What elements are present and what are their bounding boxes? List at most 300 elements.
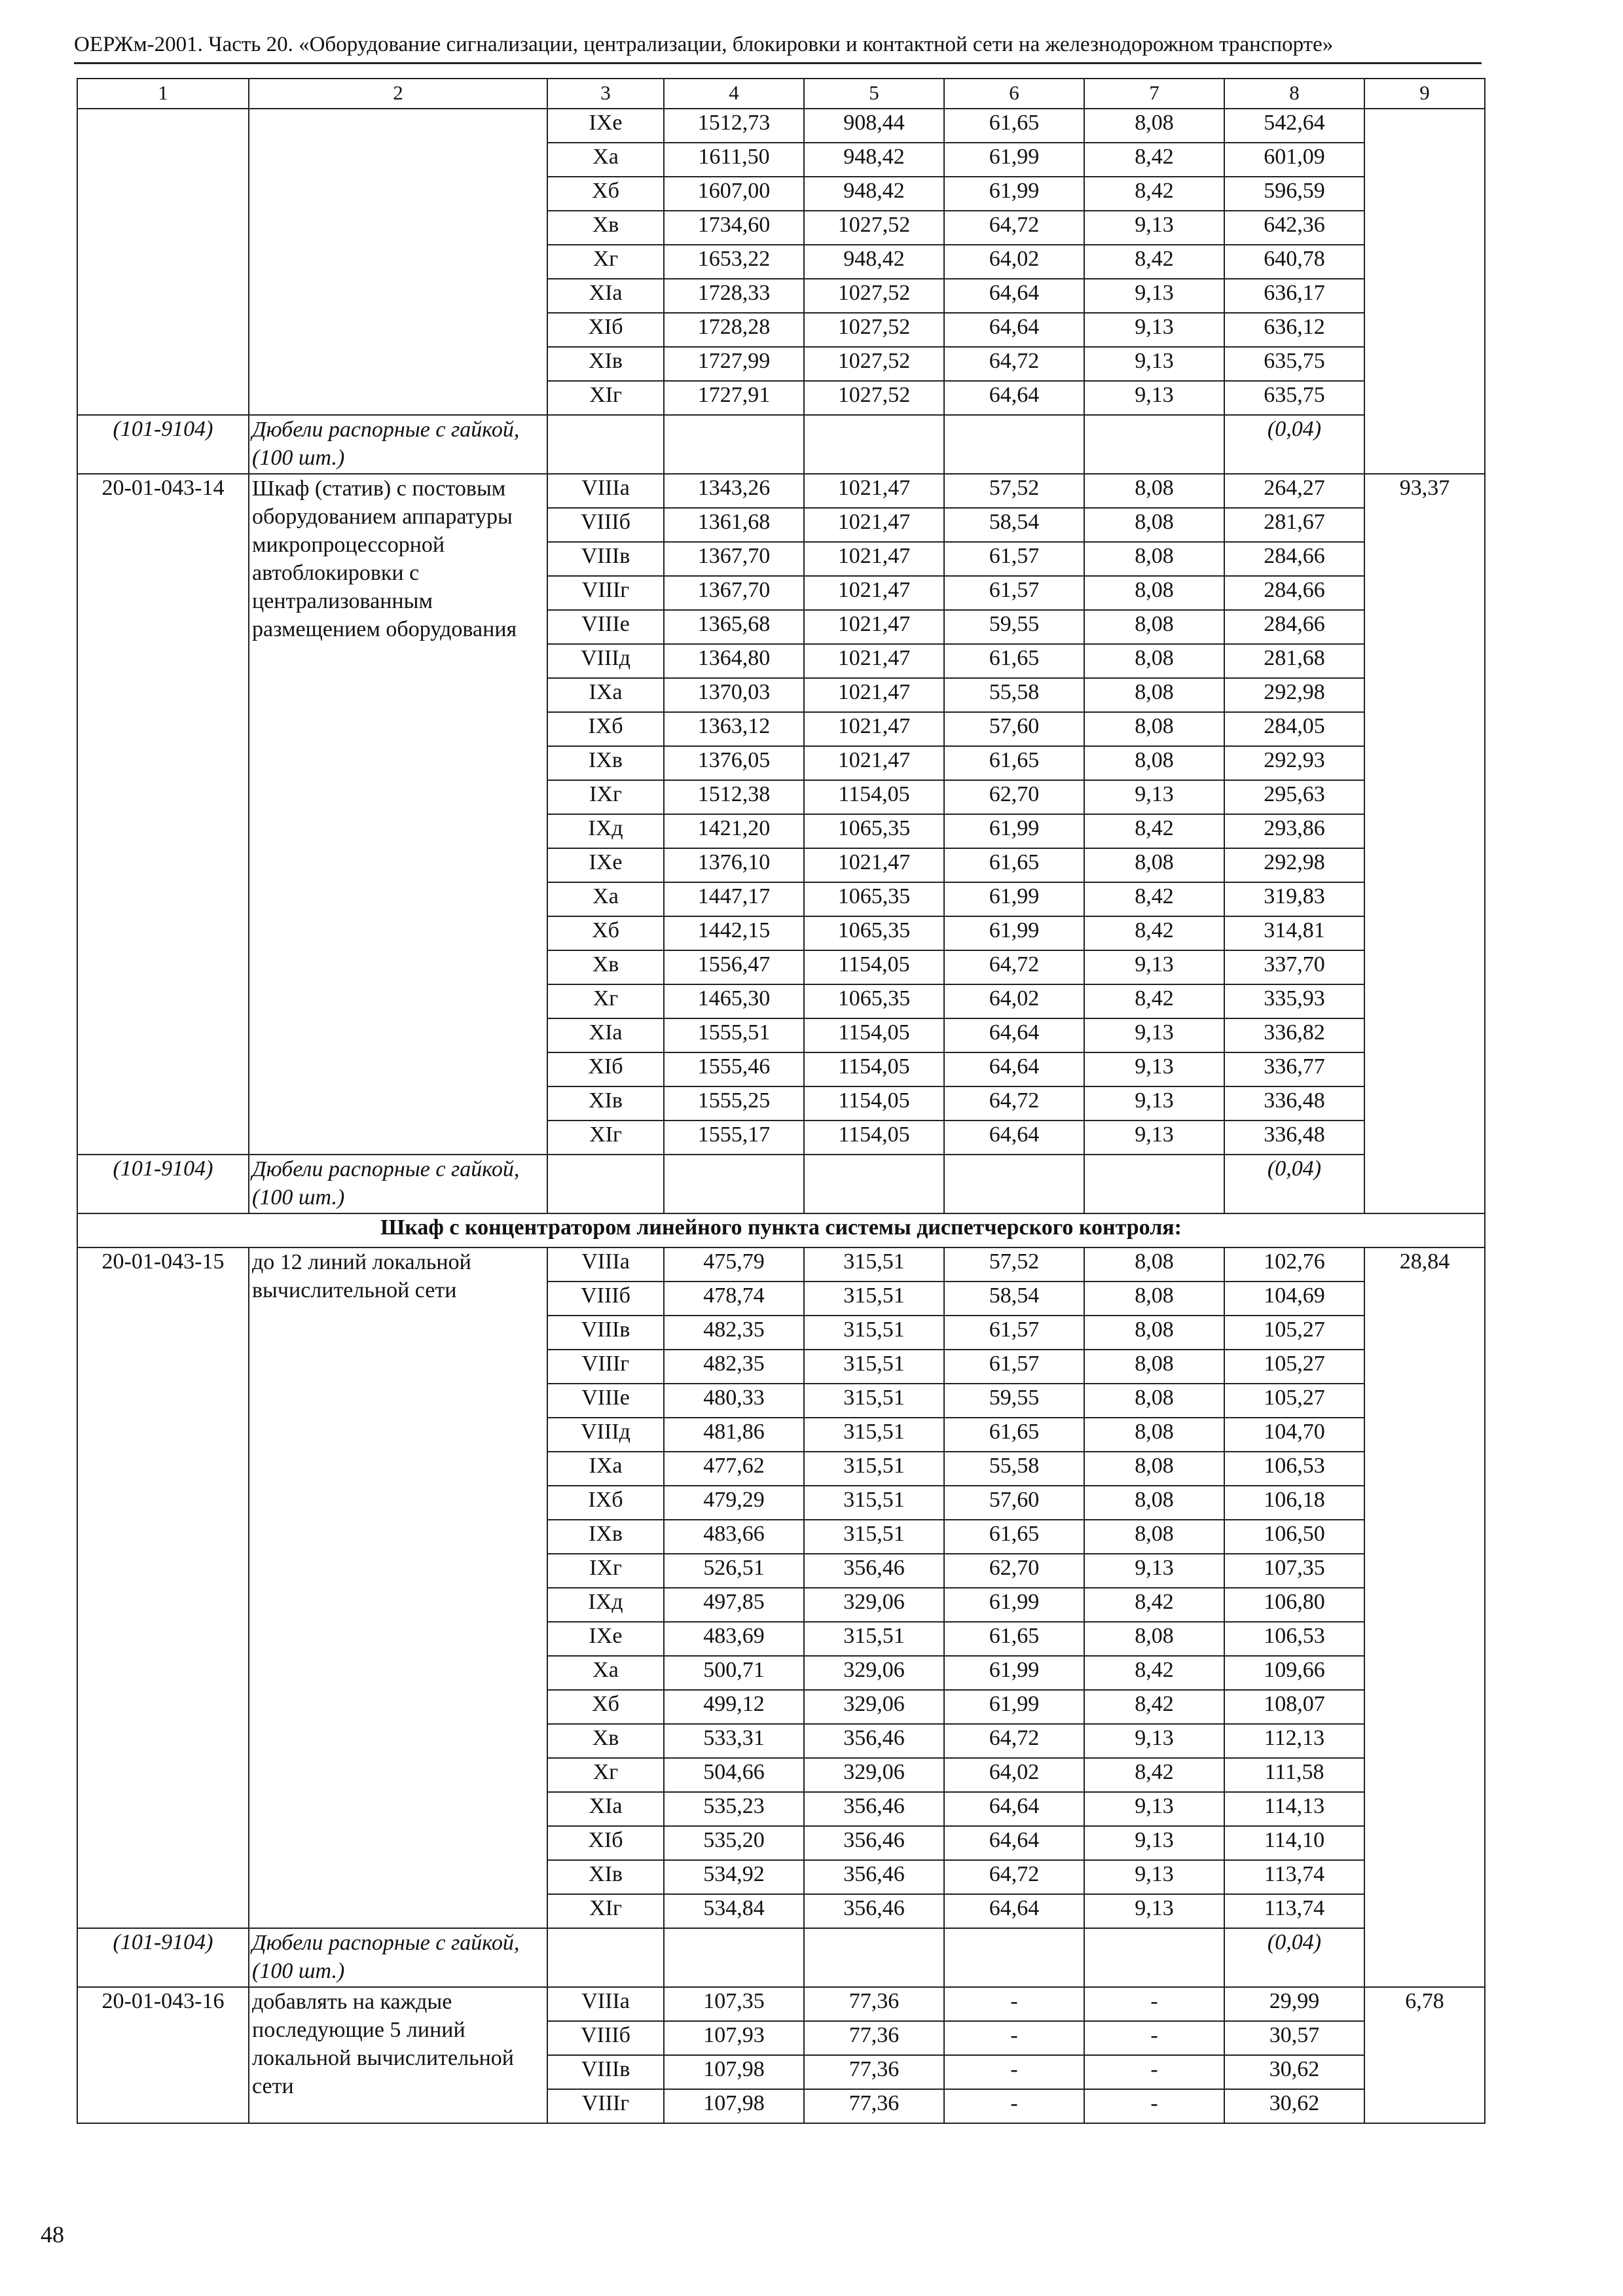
zone-code: VIIIв [547, 2055, 664, 2089]
value-cell: 483,69 [664, 1622, 804, 1656]
value-cell: 104,69 [1224, 1282, 1364, 1316]
value-cell: 1065,35 [804, 882, 944, 916]
value-cell: 64,72 [944, 347, 1084, 381]
zone-code: IXа [547, 1452, 664, 1486]
value-cell: 9,13 [1084, 1792, 1224, 1826]
value-cell: 61,65 [944, 644, 1084, 678]
value-cell: 61,65 [944, 848, 1084, 882]
value-cell: 104,70 [1224, 1418, 1364, 1452]
value-cell: 329,06 [804, 1758, 944, 1792]
value-cell: - [1084, 2089, 1224, 2123]
value-cell: 105,27 [1224, 1350, 1364, 1384]
zone-code: VIIIг [547, 576, 664, 610]
material-row [77, 1928, 1485, 1987]
value-cell: 1367,70 [664, 576, 804, 610]
value-cell: 284,66 [1224, 542, 1364, 576]
zone-code: VIIIд [547, 644, 664, 678]
value-cell: 314,81 [1224, 916, 1364, 950]
value-cell: 64,64 [944, 313, 1084, 347]
value-cell: 106,80 [1224, 1588, 1364, 1622]
value-cell: 77,36 [804, 2055, 944, 2089]
zone-code: IXа [547, 678, 664, 712]
value-cell: 8,08 [1084, 1350, 1224, 1384]
value-cell: 8,08 [1084, 542, 1224, 576]
value-cell: 1021,47 [804, 848, 944, 882]
value-cell: 642,36 [1224, 211, 1364, 245]
value-cell: 59,55 [944, 610, 1084, 644]
zone-code: IXв [547, 746, 664, 780]
rate-description: Шкаф (статив) с постовым оборудованием аппаратуры микропроцессорной автоблокировки с централизованным размещением оборудования [249, 474, 547, 1155]
zone-code: VIIIг [547, 2089, 664, 2123]
value-cell: 1607,00 [664, 177, 804, 211]
value-cell: 55,58 [944, 678, 1084, 712]
value-cell: 9,13 [1084, 1018, 1224, 1052]
material-value: (0,04) [1224, 415, 1364, 474]
zone-code: IXд [547, 1588, 664, 1622]
page-number: 48 [41, 2221, 64, 2248]
value-cell: 636,12 [1224, 313, 1364, 347]
value-cell: 315,51 [804, 1247, 944, 1282]
material-value: (0,04) [1224, 1155, 1364, 1213]
value-cell: 1365,68 [664, 610, 804, 644]
zone-code: Xб [547, 177, 664, 211]
empty-cell [664, 415, 804, 474]
value-cell: 8,08 [1084, 678, 1224, 712]
material-name: Дюбели распорные с гайкой, (100 шт.) [249, 1928, 547, 1987]
value-cell: 1442,15 [664, 916, 804, 950]
zone-code: XIв [547, 1860, 664, 1894]
value-cell: 1734,60 [664, 211, 804, 245]
value-cell: 64,64 [944, 1792, 1084, 1826]
value-cell: 483,66 [664, 1520, 804, 1554]
value-cell: 1727,99 [664, 347, 804, 381]
value-cell: 1727,91 [664, 381, 804, 415]
value-cell: 105,27 [1224, 1384, 1364, 1418]
value-cell: 1027,52 [804, 347, 944, 381]
value-cell: 8,08 [1084, 1316, 1224, 1350]
zone-code: VIIIг [547, 1350, 664, 1384]
value-cell: 315,51 [804, 1622, 944, 1656]
empty-cell [944, 1928, 1084, 1987]
zone-code: Xг [547, 1758, 664, 1792]
column-number: 9 [1364, 79, 1485, 109]
value-cell: - [1084, 2055, 1224, 2089]
value-cell: 1555,46 [664, 1052, 804, 1086]
value-cell: 1154,05 [804, 1121, 944, 1155]
zone-code: VIIIб [547, 2021, 664, 2055]
value-cell: 315,51 [804, 1520, 944, 1554]
value-cell: 356,46 [804, 1826, 944, 1860]
value-cell: 292,93 [1224, 746, 1364, 780]
value-cell: 1611,50 [664, 143, 804, 177]
value-cell: 335,93 [1224, 984, 1364, 1018]
value-cell: 1370,03 [664, 678, 804, 712]
value-cell: 284,66 [1224, 576, 1364, 610]
value-cell: 9,13 [1084, 1826, 1224, 1860]
value-cell: 1555,17 [664, 1121, 804, 1155]
value-cell: 107,98 [664, 2089, 804, 2123]
value-cell: 908,44 [804, 109, 944, 143]
value-cell: 8,08 [1084, 1247, 1224, 1282]
value-cell: 64,64 [944, 381, 1084, 415]
value-cell: 315,51 [804, 1418, 944, 1452]
value-cell: 1154,05 [804, 1052, 944, 1086]
value-cell: 64,02 [944, 984, 1084, 1018]
value-cell: 55,58 [944, 1452, 1084, 1486]
value-cell: 1154,05 [804, 950, 944, 984]
value-cell: 57,52 [944, 1247, 1084, 1282]
value-cell: 9,13 [1084, 1052, 1224, 1086]
value-cell: 356,46 [804, 1860, 944, 1894]
value-cell: 61,99 [944, 1656, 1084, 1690]
empty-cell [1084, 1155, 1224, 1213]
value-cell: 106,53 [1224, 1452, 1364, 1486]
empty-cell [547, 415, 664, 474]
value-cell: 114,13 [1224, 1792, 1364, 1826]
value-cell: - [1084, 1987, 1224, 2021]
value-cell: 337,70 [1224, 950, 1364, 984]
value-cell: 64,72 [944, 1724, 1084, 1758]
value-cell: 61,57 [944, 542, 1084, 576]
value-cell: 315,51 [804, 1316, 944, 1350]
value-cell: 106,50 [1224, 1520, 1364, 1554]
value-cell: 61,99 [944, 882, 1084, 916]
value-cell: 292,98 [1224, 678, 1364, 712]
zone-code: IXб [547, 712, 664, 746]
value-cell: 482,35 [664, 1350, 804, 1384]
value-cell: 356,46 [804, 1792, 944, 1826]
zone-code: IXв [547, 1520, 664, 1554]
labor-cost [1364, 109, 1485, 474]
value-cell: 61,65 [944, 1520, 1084, 1554]
section-heading: Шкаф с концентратором линейного пункта системы диспетчерского контроля: [77, 1213, 1485, 1247]
value-cell: 292,98 [1224, 848, 1364, 882]
column-number: 1 [77, 79, 249, 109]
value-cell: 1021,47 [804, 610, 944, 644]
value-cell: 1065,35 [804, 984, 944, 1018]
value-cell: 1556,47 [664, 950, 804, 984]
value-cell: 1376,05 [664, 746, 804, 780]
value-cell: - [944, 2021, 1084, 2055]
zone-code: Xг [547, 245, 664, 279]
value-cell: 1027,52 [804, 279, 944, 313]
value-cell: 1021,47 [804, 508, 944, 542]
value-cell: 636,17 [1224, 279, 1364, 313]
value-cell: 315,51 [804, 1486, 944, 1520]
value-cell: 9,13 [1084, 1894, 1224, 1928]
value-cell: 1065,35 [804, 814, 944, 848]
material-name: Дюбели распорные с гайкой, (100 шт.) [249, 415, 547, 474]
value-cell: 295,63 [1224, 780, 1364, 814]
value-cell: 77,36 [804, 2021, 944, 2055]
value-cell: 58,54 [944, 1282, 1084, 1316]
value-cell: 8,42 [1084, 984, 1224, 1018]
value-cell: 9,13 [1084, 211, 1224, 245]
value-cell: 1027,52 [804, 381, 944, 415]
value-cell: 319,83 [1224, 882, 1364, 916]
value-cell: 1653,22 [664, 245, 804, 279]
value-cell: 57,60 [944, 712, 1084, 746]
zone-code: Xб [547, 916, 664, 950]
material-name: Дюбели распорные с гайкой, (100 шт.) [249, 1155, 547, 1213]
empty-cell [1084, 1928, 1224, 1987]
empty-cell [547, 1155, 664, 1213]
column-number: 6 [944, 79, 1084, 109]
value-cell: 8,08 [1084, 1486, 1224, 1520]
column-number: 8 [1224, 79, 1364, 109]
value-cell: 1421,20 [664, 814, 804, 848]
value-cell: 9,13 [1084, 1724, 1224, 1758]
rates-table [77, 78, 1486, 2124]
value-cell: 9,13 [1084, 381, 1224, 415]
value-cell: 8,42 [1084, 882, 1224, 916]
value-cell: 8,42 [1084, 1690, 1224, 1724]
value-cell: 106,53 [1224, 1622, 1364, 1656]
value-cell: 61,57 [944, 1350, 1084, 1384]
value-cell: 1343,26 [664, 474, 804, 508]
value-cell: 526,51 [664, 1554, 804, 1588]
value-cell: 535,20 [664, 1826, 804, 1860]
value-cell: 61,65 [944, 109, 1084, 143]
value-cell: 1027,52 [804, 211, 944, 245]
material-row [77, 1155, 1485, 1213]
material-value: (0,04) [1224, 1928, 1364, 1987]
value-cell: 64,72 [944, 1860, 1084, 1894]
empty-cell [664, 1155, 804, 1213]
zone-code: VIIIа [547, 474, 664, 508]
value-cell: 264,27 [1224, 474, 1364, 508]
material-code: (101-9104) [77, 1928, 249, 1987]
value-cell: 107,98 [664, 2055, 804, 2089]
value-cell: 1728,28 [664, 313, 804, 347]
value-cell: 9,13 [1084, 347, 1224, 381]
value-cell: 114,10 [1224, 1826, 1364, 1860]
value-cell: 109,66 [1224, 1656, 1364, 1690]
value-cell: 640,78 [1224, 245, 1364, 279]
value-cell: 64,64 [944, 1052, 1084, 1086]
rate-code: 20-01-043-16 [77, 1987, 249, 2123]
zone-code: Xг [547, 984, 664, 1018]
value-cell: 601,09 [1224, 143, 1364, 177]
value-cell: 64,64 [944, 1121, 1084, 1155]
value-cell: 1021,47 [804, 746, 944, 780]
zone-code: XIб [547, 1826, 664, 1860]
rate-code [77, 109, 249, 415]
value-cell: 64,72 [944, 211, 1084, 245]
value-cell: 8,08 [1084, 1282, 1224, 1316]
empty-cell [804, 1928, 944, 1987]
value-cell: 61,65 [944, 1622, 1084, 1656]
value-cell: 1021,47 [804, 644, 944, 678]
value-cell: 1376,10 [664, 848, 804, 882]
value-cell: 62,70 [944, 780, 1084, 814]
zone-code: IXг [547, 780, 664, 814]
value-cell: 64,72 [944, 950, 1084, 984]
zone-code: VIIIа [547, 1247, 664, 1282]
value-cell: 329,06 [804, 1588, 944, 1622]
value-cell: 61,99 [944, 814, 1084, 848]
value-cell: 8,08 [1084, 576, 1224, 610]
value-cell: - [1084, 2021, 1224, 2055]
value-cell: 8,08 [1084, 474, 1224, 508]
zone-code: XIа [547, 1018, 664, 1052]
value-cell: 64,64 [944, 1826, 1084, 1860]
zone-code: IXб [547, 1486, 664, 1520]
value-cell: 281,67 [1224, 508, 1364, 542]
value-cell: 1154,05 [804, 1018, 944, 1052]
empty-cell [944, 1155, 1084, 1213]
rate-description: до 12 линий локальной вычислительной сети [249, 1247, 547, 1928]
zone-code: XIг [547, 381, 664, 415]
value-cell: 315,51 [804, 1384, 944, 1418]
zone-code: XIб [547, 313, 664, 347]
value-cell: 1728,33 [664, 279, 804, 313]
value-cell: 61,99 [944, 1690, 1084, 1724]
value-cell: 1065,35 [804, 916, 944, 950]
value-cell: 8,08 [1084, 1622, 1224, 1656]
zone-code: Xа [547, 143, 664, 177]
value-cell: 1512,73 [664, 109, 804, 143]
value-cell: 1361,68 [664, 508, 804, 542]
value-cell: 293,86 [1224, 814, 1364, 848]
zone-code: Xв [547, 1724, 664, 1758]
empty-cell [804, 415, 944, 474]
value-cell: 356,46 [804, 1724, 944, 1758]
value-cell: 948,42 [804, 177, 944, 211]
empty-cell [804, 1155, 944, 1213]
value-cell: 113,74 [1224, 1860, 1364, 1894]
rate-description [249, 109, 547, 415]
value-cell: 113,74 [1224, 1894, 1364, 1928]
value-cell: 30,62 [1224, 2089, 1364, 2123]
value-cell: - [944, 2089, 1084, 2123]
value-cell: 108,07 [1224, 1690, 1364, 1724]
value-cell: 635,75 [1224, 347, 1364, 381]
value-cell: 329,06 [804, 1690, 944, 1724]
page-header: ОЕРЖм-2001. Часть 20. «Оборудование сигнализации, централизации, блокировки и контактной сети на железнодорожном транспорте» [74, 33, 1482, 64]
value-cell: 1021,47 [804, 712, 944, 746]
value-cell: 8,42 [1084, 916, 1224, 950]
value-cell: 8,08 [1084, 508, 1224, 542]
value-cell: 61,57 [944, 1316, 1084, 1350]
zone-code: Xв [547, 211, 664, 245]
column-number: 5 [804, 79, 944, 109]
value-cell: 9,13 [1084, 1860, 1224, 1894]
value-cell: 1363,12 [664, 712, 804, 746]
column-number: 4 [664, 79, 804, 109]
zone-code: IXг [547, 1554, 664, 1588]
material-row [77, 415, 1485, 474]
value-cell: 1555,51 [664, 1018, 804, 1052]
value-cell: 8,08 [1084, 746, 1224, 780]
value-cell: 61,99 [944, 916, 1084, 950]
value-cell: 61,99 [944, 1588, 1084, 1622]
material-code: (101-9104) [77, 1155, 249, 1213]
value-cell: 1555,25 [664, 1086, 804, 1121]
zone-code: VIIIб [547, 1282, 664, 1316]
value-cell: 1364,80 [664, 644, 804, 678]
value-cell: 356,46 [804, 1554, 944, 1588]
value-cell: 482,35 [664, 1316, 804, 1350]
zone-code: Xа [547, 882, 664, 916]
rate-code: 20-01-043-15 [77, 1247, 249, 1928]
value-cell: 315,51 [804, 1350, 944, 1384]
value-cell: 111,58 [1224, 1758, 1364, 1792]
value-cell: 504,66 [664, 1758, 804, 1792]
value-cell: - [944, 1987, 1084, 2021]
zone-code: XIб [547, 1052, 664, 1086]
value-cell: 1465,30 [664, 984, 804, 1018]
value-cell: 8,08 [1084, 109, 1224, 143]
value-cell: 102,76 [1224, 1247, 1364, 1282]
value-cell: 336,82 [1224, 1018, 1364, 1052]
value-cell: 9,13 [1084, 313, 1224, 347]
value-cell: 64,64 [944, 1018, 1084, 1052]
value-cell: 57,52 [944, 474, 1084, 508]
rate-description: добавлять на каждые последующие 5 линий локальной вычислительной сети [249, 1987, 547, 2123]
table-row [77, 1247, 1485, 1282]
value-cell: 58,54 [944, 508, 1084, 542]
value-cell: 8,08 [1084, 1384, 1224, 1418]
value-cell: 8,08 [1084, 644, 1224, 678]
value-cell: 8,42 [1084, 245, 1224, 279]
zone-code: XIв [547, 347, 664, 381]
column-number-row [77, 79, 1485, 109]
rate-code: 20-01-043-14 [77, 474, 249, 1155]
value-cell: 1367,70 [664, 542, 804, 576]
column-number: 3 [547, 79, 664, 109]
value-cell: 61,99 [944, 177, 1084, 211]
value-cell: 542,64 [1224, 109, 1364, 143]
value-cell: 61,57 [944, 576, 1084, 610]
value-cell: 64,02 [944, 245, 1084, 279]
value-cell: 8,08 [1084, 712, 1224, 746]
value-cell: 478,74 [664, 1282, 804, 1316]
empty-cell [1084, 415, 1224, 474]
value-cell: 534,92 [664, 1860, 804, 1894]
value-cell: 61,65 [944, 746, 1084, 780]
value-cell: 8,08 [1084, 1418, 1224, 1452]
value-cell: 475,79 [664, 1247, 804, 1282]
value-cell: 1154,05 [804, 780, 944, 814]
value-cell: 105,27 [1224, 1316, 1364, 1350]
value-cell: 1447,17 [664, 882, 804, 916]
zone-code: VIIIа [547, 1987, 664, 2021]
value-cell: 29,99 [1224, 1987, 1364, 2021]
value-cell: 336,48 [1224, 1121, 1364, 1155]
value-cell: 62,70 [944, 1554, 1084, 1588]
zone-code: XIг [547, 1894, 664, 1928]
zone-code: Xа [547, 1656, 664, 1690]
value-cell: 535,23 [664, 1792, 804, 1826]
zone-code: VIIIе [547, 610, 664, 644]
value-cell: 336,77 [1224, 1052, 1364, 1086]
value-cell: 9,13 [1084, 1121, 1224, 1155]
value-cell: 112,13 [1224, 1724, 1364, 1758]
value-cell: 30,62 [1224, 2055, 1364, 2089]
value-cell: 500,71 [664, 1656, 804, 1690]
zone-code: VIIIв [547, 1316, 664, 1350]
value-cell: 30,57 [1224, 2021, 1364, 2055]
value-cell: 534,84 [664, 1894, 804, 1928]
labor-cost: 28,84 [1364, 1247, 1485, 1987]
value-cell: 9,13 [1084, 1554, 1224, 1588]
value-cell: 356,46 [804, 1894, 944, 1928]
zone-code: IXд [547, 814, 664, 848]
empty-cell [664, 1928, 804, 1987]
value-cell: 497,85 [664, 1588, 804, 1622]
value-cell: 8,42 [1084, 1588, 1224, 1622]
